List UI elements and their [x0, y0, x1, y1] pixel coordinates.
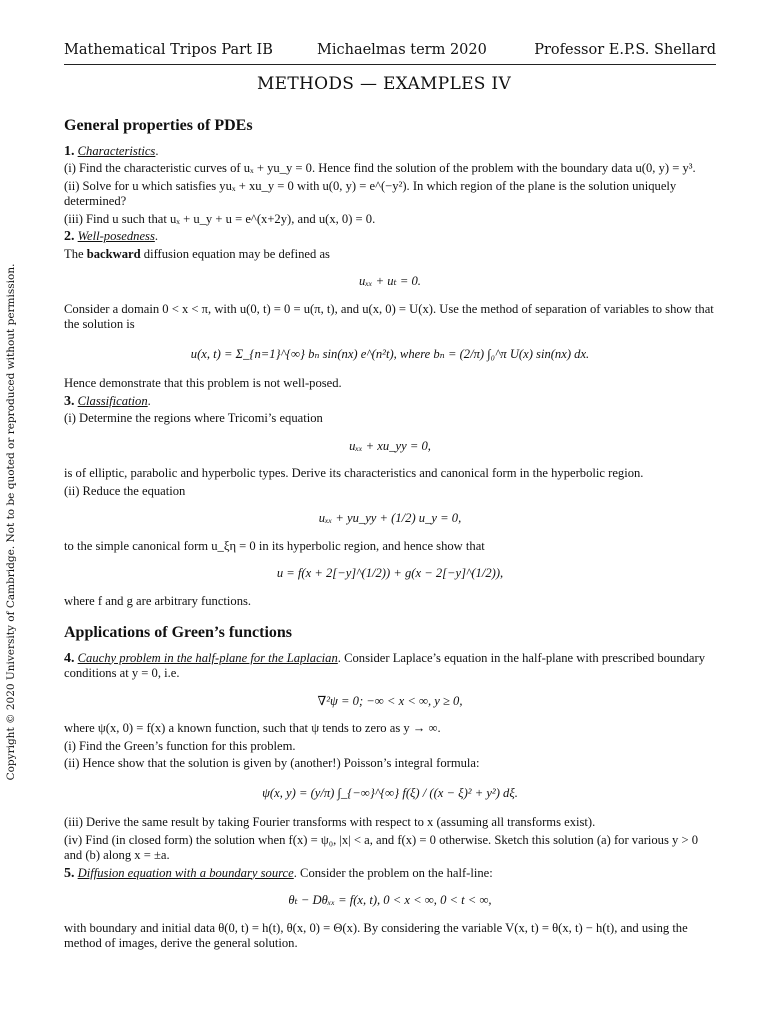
question-title: Cauchy problem in the half-plane for the Laplacian: [77, 650, 338, 665]
question-number: 3.: [64, 393, 75, 409]
question-1-part-i: (i) Find the characteristic curves of uₓ + yu_y = 0. Hence find the solution of the problem with the boundary data u(0, y) = y³.: [64, 161, 696, 175]
section-heading: Applications of Green’s functions: [64, 624, 293, 641]
text-run: The: [64, 246, 87, 261]
question-1-part-iii: (iii) Find u such that uₓ + u_y + u = e^(x+2y), and u(x, 0) = 0.: [64, 211, 376, 226]
header-course: Mathematical Tripos Part IB: [64, 42, 273, 58]
question-title: Well-posedness: [77, 229, 155, 243]
question-2-text: Consider a domain 0 < x < π, with u(0, t) = 0 = u(π, t), and u(x, 0) = U(x). Use the method of separation of variables to show that the solution is: [64, 301, 714, 331]
question-title: Classification: [77, 393, 148, 408]
question-4-part-iii: (iii) Derive the same result by taking Fourier transforms with respect to x (assuming all transforms exist).: [64, 815, 596, 829]
question-4-part-iv: (iv) Find (in closed form) the solution when f(x) = ψ₀, |x| < a, and f(x) = 0 otherwise. Sketch this solution (a) for various y > 0 and (b) along x = ±a.: [64, 832, 699, 862]
question-5-heading: 5. Diffusion equation with a boundary source. Consider the problem on the half-line:: [64, 865, 493, 881]
text-run: diffusion equation may be defined as: [140, 246, 330, 261]
question-3-part-i: (i) Determine the regions where Tricomi’s equation: [64, 411, 323, 425]
question-4-part-i: (i) Find the Green’s function for this problem.: [64, 738, 296, 753]
question-3-heading: 3. Classification.: [64, 393, 151, 409]
bold-term: backward: [86, 246, 141, 261]
question-4-heading: 4. Cauchy problem in the half-plane for the Laplacian. Consider Laplace’s equation in the half-plane with prescribed boundary conditions at y = 0, i.e.: [64, 650, 705, 680]
equation: uₓₓ + uₜ = 0.: [359, 274, 421, 288]
header-lecturer: Professor E.P.S. Shellard: [534, 42, 716, 58]
question-3-text: to the simple canonical form u_ξη = 0 in its hyperbolic region, and hence show that: [64, 538, 485, 553]
page-title: METHODS — EXAMPLES IV: [256, 74, 512, 94]
question-4-part-ii: (ii) Hence show that the solution is given by (another!) Poisson’s integral formula:: [64, 756, 480, 770]
equation: u = f(x + 2[−y]^(1/2)) + g(x − 2[−y]^(1/2)),: [276, 566, 504, 580]
question-2-intro: [64, 247, 716, 263]
question-number: 5.: [64, 865, 75, 881]
equation: uₓₓ + xu_yy = 0,: [349, 438, 431, 453]
section-heading: General properties of PDEs: [64, 117, 253, 134]
question-5-intro: Consider the problem on the half-line:: [296, 865, 493, 880]
question-4-text: where ψ(x, 0) = f(x) a known function, such that ψ tends to zero as y → ∞.: [64, 721, 441, 735]
header-term: Michaelmas term 2020: [317, 42, 487, 58]
content-body: [64, 118, 716, 954]
question-5-text: with boundary and initial data θ(0, t) = h(t), θ(x, 0) = Θ(x). By considering the variable V(x, t) = θ(x, t) − h(t), and using the method of images, derive the general solution.: [64, 920, 688, 950]
question-title: Characteristics: [77, 143, 156, 158]
question-3-text: is of elliptic, parabolic and hyperbolic types. Derive its characteristics and canonical form in the hyperbolic region.: [64, 466, 644, 480]
question-3-text: where f and g are arbitrary functions.: [64, 593, 252, 608]
copyright-notice: Copyright © 2020 University of Cambridge. Not to be quoted or reproduced without permission.: [5, 263, 17, 781]
question-1-part-ii: (ii) Solve for u which satisfies yuₓ + xu_y = 0 with u(0, y) = e^(−y²). In which region of the plane is the solution uniquely determined?: [64, 178, 677, 208]
question-title: Diffusion equation with a boundary source: [77, 865, 294, 880]
question-1-heading: 1. Characteristics.: [64, 143, 159, 159]
question-number: 1.: [64, 143, 75, 159]
question-2-heading: 2. Well-posedness.: [64, 229, 158, 244]
equation: ψ(x, y) = (y/π) ∫_{−∞}^{∞} f(ξ) / ((x − ξ)² + y²) dξ.: [262, 785, 518, 800]
question-4-intro: Consider Laplace’s equation in the half-plane with prescribed boundary conditions at y = 0, i.e.: [64, 650, 705, 680]
equation: θₜ − Dθₓₓ = f(x, t), 0 < x < ∞, 0 < t < ∞,: [288, 893, 492, 907]
question-number: 4.: [64, 650, 75, 666]
header-rule: [64, 64, 716, 65]
equation: ∇²ψ = 0; −∞ < x < ∞, y ≥ 0,: [317, 693, 463, 708]
question-3-part-ii: (ii) Reduce the equation: [64, 483, 186, 498]
equation: u(x, t) = Σ_{n=1}^{∞} bₙ sin(nx) e^(n²t), where bₙ = (2/π) ∫₀^π U(x) sin(nx) dx.: [190, 346, 590, 361]
question-number: 2.: [64, 229, 75, 244]
question-2-text: Hence demonstrate that this problem is not well-posed.: [64, 376, 342, 390]
equation: uₓₓ + yu_yy + (1/2) u_y = 0,: [318, 511, 462, 525]
